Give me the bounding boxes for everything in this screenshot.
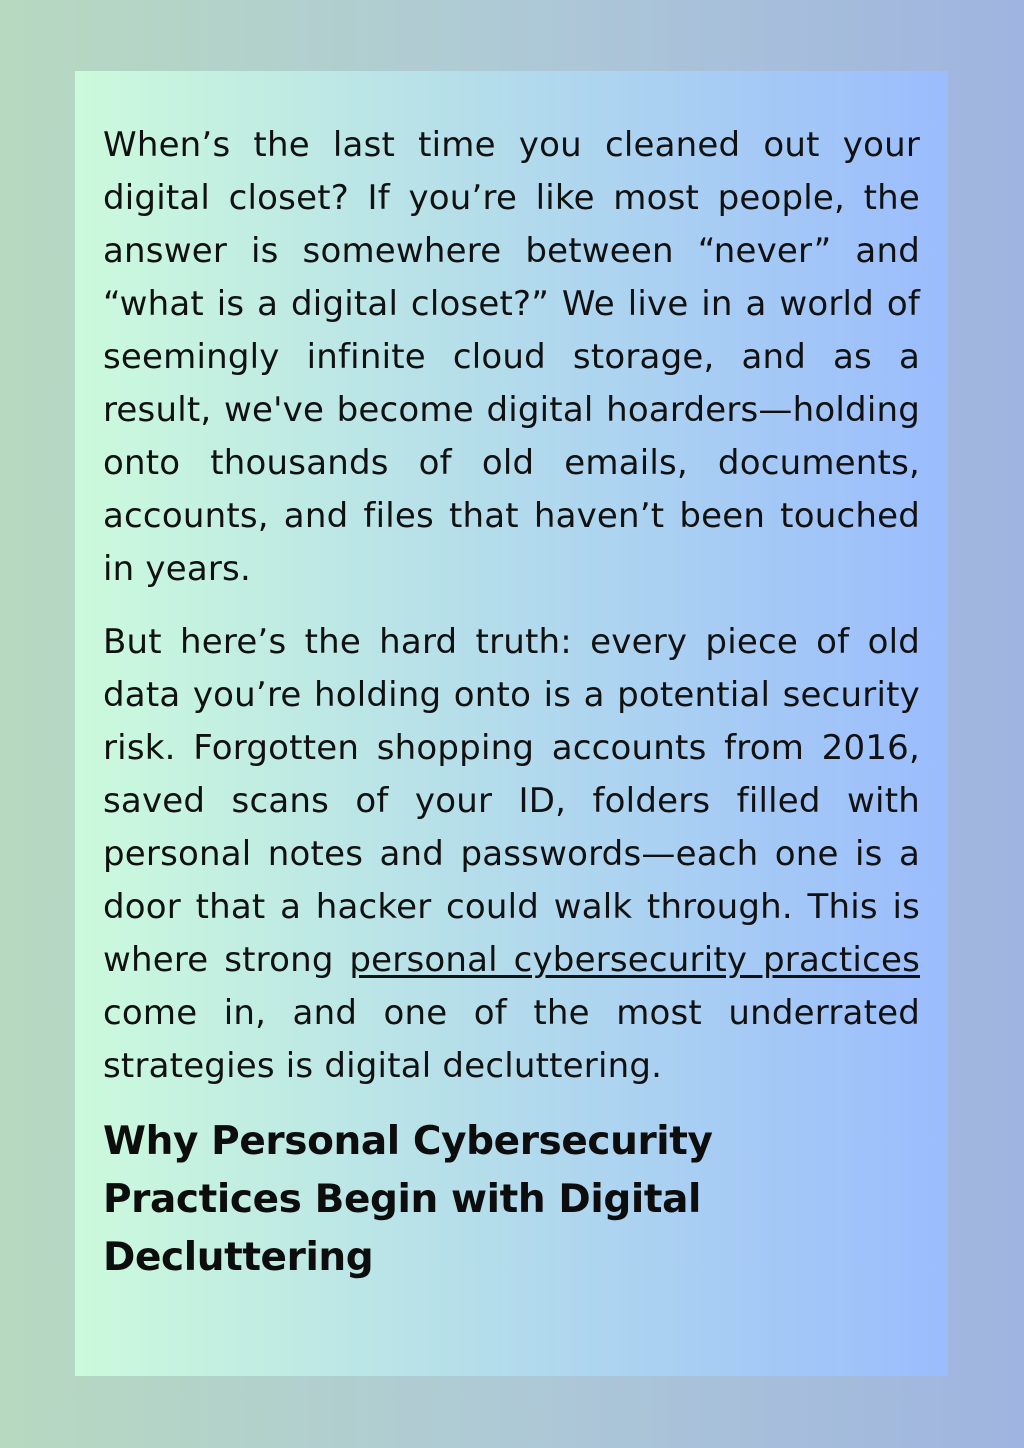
article-card	[75, 71, 948, 1376]
section-heading: Why Personal Cybersecurity Practices Begin with Digital Decluttering	[103, 1119, 713, 1280]
intro-paragraph: When’s the last time you cleaned out your digital closet? If you’re like most people, the answer is somewhere between “never” and “what is a digital closet?” We live in a world of seemingly infinite cloud storage, and as a result, we've become digital hoarders—holding onto thousands of old emails, documents, accounts, and files that haven’t been touched in years.	[103, 125, 920, 589]
security-paragraph	[103, 616, 920, 1093]
security-paragraph-text: But here’s the hard truth: every piece of old data you’re holding onto is a potential security risk. Forgotten shopping accounts from 2016, saved scans of your ID, folders filled with personal notes and passwords—each one is a door that a hacker could walk through. This is where strong	[103, 622, 920, 980]
cybersecurity-practices-link[interactable]: personal cybersecurity practices	[349, 940, 920, 980]
security-paragraph-text-end: come in, and one of the most underrated strategies is digital decluttering.	[103, 993, 920, 1086]
